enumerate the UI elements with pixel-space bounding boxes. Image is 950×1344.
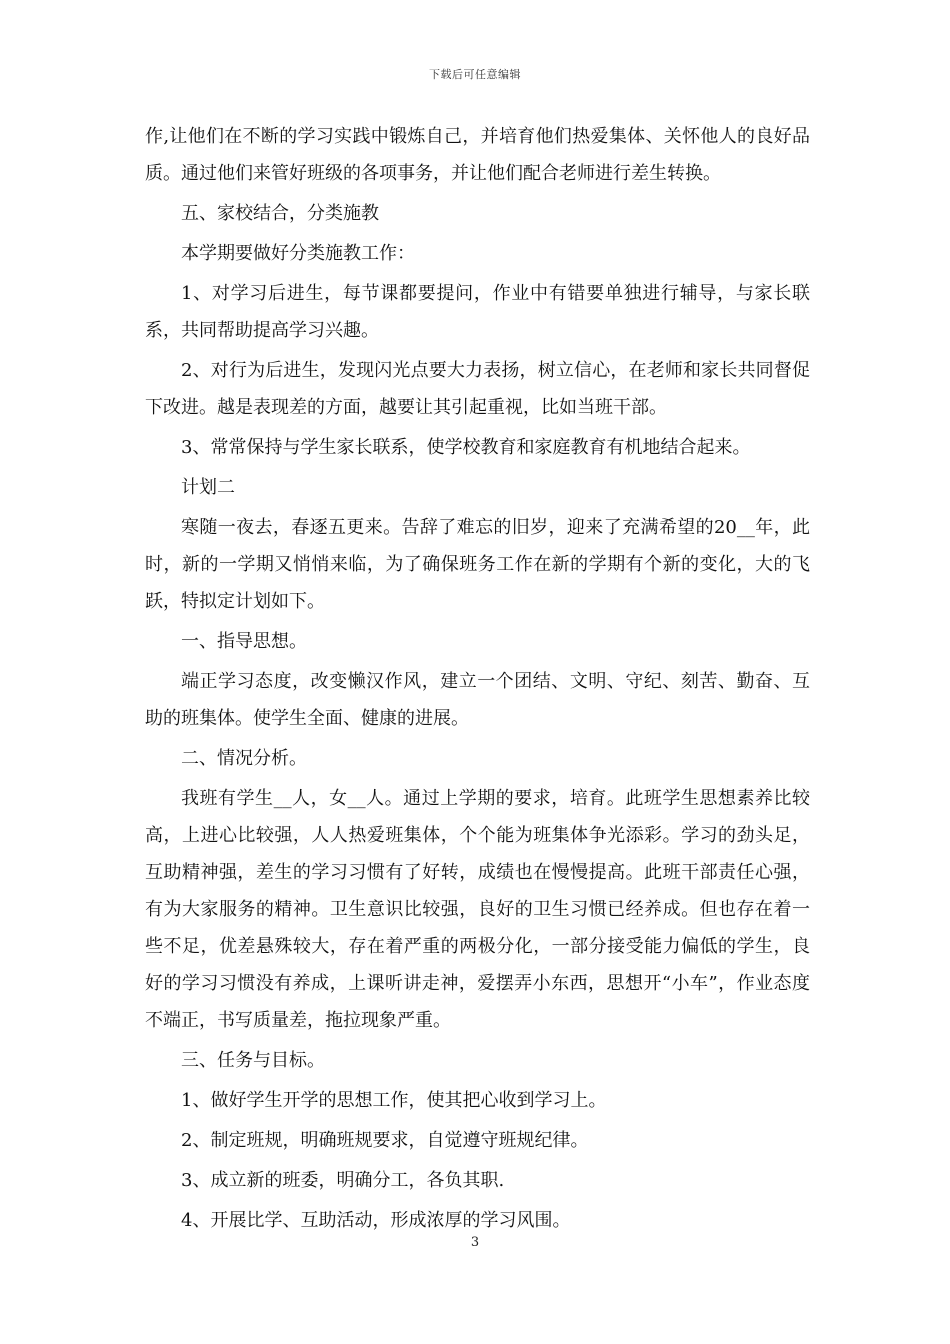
paragraph: 1、对学习后进生，每节课都要提问，作业中有错要单独进行辅导，与家长联系，共同帮助提高学习兴趣。 xyxy=(145,283,810,341)
paragraph: 2、制定班规，明确班规要求，自觉遵守班规纪律。 xyxy=(181,1130,589,1151)
paragraph: 2、对行为后进生，发现闪光点要大力表扬，树立信心，在老师和家长共同督促下改进。越是表现差的方面，越要让其引起重视，比如当班干部。 xyxy=(145,360,810,418)
page-header: 下载后可任意编辑 xyxy=(429,68,521,81)
paragraph: 三、任务与目标。 xyxy=(181,1050,325,1071)
paragraph: 计划二 xyxy=(181,477,235,498)
paragraph: 寒随一夜去，春逐五更来。告辞了难忘的旧岁，迎来了充满希望的20__年，此时，新的一学期又悄悄来临，为了确保班务工作在新的学期有个新的变化，大的飞跃，特拟定计划如下。 xyxy=(145,517,810,612)
paragraph: 我班有学生__人，女__人。通过上学期的要求，培育。此班学生思想素养比较高，上进心比较强，人人热爱班集体，个个能为班集体争光添彩。学习的劲头足，互助精神强，差生的学习习惯有了好转，成绩也在慢慢提高。此班干部责任心强，有为大家服务的精神。卫生意识比较强，良好的卫生习惯已经养成。但也存在着一些不足，优差悬殊较大，存在着严重的两极分化，一部分接受能力偏低的学生，良好的学习习惯没有养成，上课听讲走神，爱摆弄小东西，思想开“小车”，作业态度不端正，书写质量差，拖拉现象严重。 xyxy=(145,788,810,1031)
paragraph: 4、开展比学、互助活动，形成浓厚的学习风围。 xyxy=(181,1210,571,1231)
paragraph: 二、情况分析。 xyxy=(181,748,307,769)
page-number: 3 xyxy=(470,1235,480,1250)
paragraph: 一、指导思想。 xyxy=(181,631,307,652)
paragraph: 本学期要做好分类施教工作： xyxy=(181,243,415,264)
document-body xyxy=(145,118,810,1242)
paragraph: 端正学习态度，改变懒汉作风，建立一个团结、文明、守纪、刻苦、勤奋、互助的班集体。使学生全面、健康的进展。 xyxy=(145,671,810,729)
paragraph: 3、常常保持与学生家长联系，使学校教育和家庭教育有机地结合起来。 xyxy=(181,437,751,458)
paragraph: 作,让他们在不断的学习实践中锻炼自己，并培育他们热爱集体、关怀他人的良好品质。通过他们来管好班级的各项事务，并让他们配合老师进行差生转换。 xyxy=(145,126,810,184)
paragraph: 3、成立新的班委，明确分工，各负其职. xyxy=(181,1170,505,1191)
paragraph: 五、家校结合，分类施教 xyxy=(181,203,379,224)
paragraph: 1、做好学生开学的思想工作，使其把心收到学习上。 xyxy=(181,1090,607,1111)
